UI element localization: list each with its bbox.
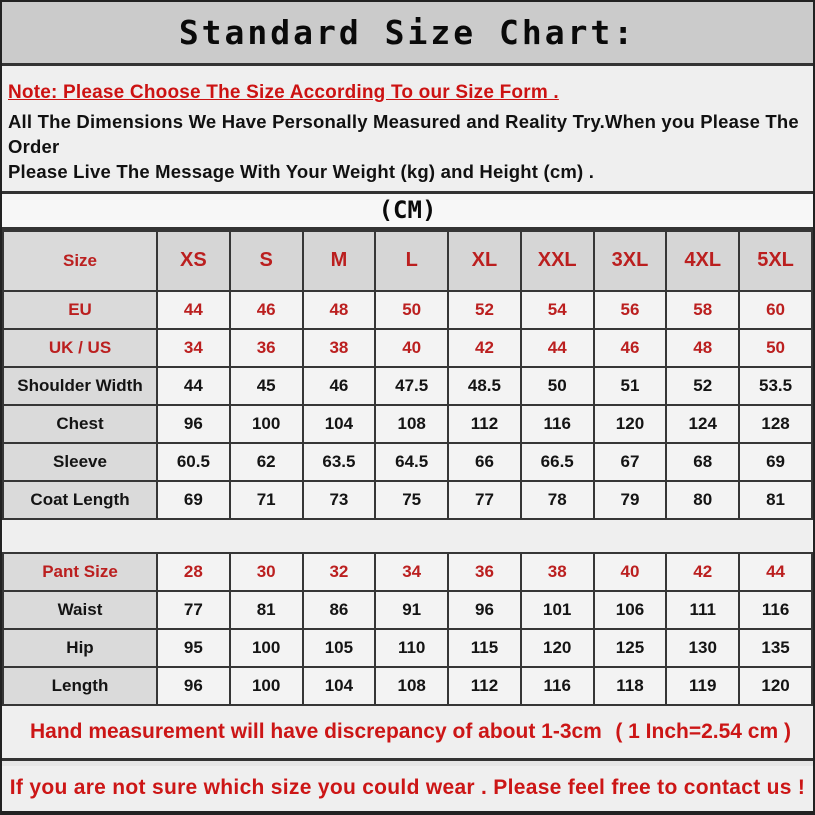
size-header-cell: S: [230, 231, 303, 291]
measurement-note-row: [2, 706, 813, 761]
unit-header: (CM): [2, 194, 813, 230]
note-line-2: All The Dimensions We Have Personally Measured and Reality Try.When you Please The Order: [8, 111, 799, 157]
value-cell: 104: [303, 405, 376, 443]
value-cell: 36: [230, 329, 303, 367]
value-cell: 46: [303, 367, 376, 405]
value-cell: 69: [739, 443, 812, 481]
value-cell: 124: [666, 405, 739, 443]
value-cell: 105: [303, 629, 376, 667]
value-cell: 130: [666, 629, 739, 667]
value-cell: 66: [448, 443, 521, 481]
row-label: Length: [3, 667, 157, 705]
value-cell: 30: [230, 553, 303, 591]
value-cell: 45: [230, 367, 303, 405]
value-cell: 75: [375, 481, 448, 519]
value-cell: 46: [594, 329, 667, 367]
value-cell: 44: [739, 553, 812, 591]
value-cell: 100: [230, 667, 303, 705]
page-title: Standard Size Chart:: [178, 13, 637, 52]
value-cell: 68: [666, 443, 739, 481]
value-cell: 44: [157, 367, 230, 405]
table-row: [3, 553, 812, 591]
value-cell: 58: [666, 291, 739, 329]
value-cell: 135: [739, 629, 812, 667]
value-cell: 42: [448, 329, 521, 367]
size-header-cell: XL: [448, 231, 521, 291]
value-cell: 42: [666, 553, 739, 591]
row-label: Shoulder Width: [3, 367, 157, 405]
note-box: [2, 66, 813, 194]
table-row: [3, 481, 812, 519]
value-cell: 52: [666, 367, 739, 405]
value-cell: 120: [521, 629, 594, 667]
spacer-row: [3, 519, 812, 553]
title-band: [2, 2, 813, 66]
row-label: Chest: [3, 405, 157, 443]
size-header-cell: 4XL: [666, 231, 739, 291]
value-cell: 44: [521, 329, 594, 367]
table-row: [3, 667, 812, 705]
size-header-cell: XS: [157, 231, 230, 291]
value-cell: 80: [666, 481, 739, 519]
value-cell: 116: [739, 591, 812, 629]
row-label: UK / US: [3, 329, 157, 367]
value-cell: 47.5: [375, 367, 448, 405]
value-cell: 77: [448, 481, 521, 519]
value-cell: 111: [666, 591, 739, 629]
value-cell: 128: [739, 405, 812, 443]
value-cell: 71: [230, 481, 303, 519]
measurement-note: Hand measurement will have discrepancy of about 1-3cm: [30, 719, 602, 743]
table-row: [3, 367, 812, 405]
value-cell: 44: [157, 291, 230, 329]
value-cell: 48: [666, 329, 739, 367]
value-cell: 96: [448, 591, 521, 629]
value-cell: 96: [157, 667, 230, 705]
value-cell: 104: [303, 667, 376, 705]
contact-note: If you are not sure which size you could wear . Please feel free to contact us !: [9, 776, 806, 800]
value-cell: 91: [375, 591, 448, 629]
value-cell: 36: [448, 553, 521, 591]
row-label: Coat Length: [3, 481, 157, 519]
size-header-row: [3, 231, 812, 291]
value-cell: 81: [739, 481, 812, 519]
size-header-cell: L: [375, 231, 448, 291]
value-cell: 63.5: [303, 443, 376, 481]
row-label: Pant Size: [3, 553, 157, 591]
value-cell: 120: [739, 667, 812, 705]
value-cell: 116: [521, 405, 594, 443]
value-cell: 48: [303, 291, 376, 329]
value-cell: 48.5: [448, 367, 521, 405]
value-cell: 112: [448, 667, 521, 705]
value-cell: 115: [448, 629, 521, 667]
value-cell: 66.5: [521, 443, 594, 481]
value-cell: 50: [739, 329, 812, 367]
table-row: [3, 329, 812, 367]
value-cell: 108: [375, 667, 448, 705]
size-table-body: [3, 291, 812, 705]
value-cell: 67: [594, 443, 667, 481]
value-cell: 79: [594, 481, 667, 519]
value-cell: 60.5: [157, 443, 230, 481]
value-cell: 101: [521, 591, 594, 629]
value-cell: 95: [157, 629, 230, 667]
size-header-cell: 3XL: [594, 231, 667, 291]
value-cell: 100: [230, 629, 303, 667]
value-cell: 50: [375, 291, 448, 329]
row-label: Waist: [3, 591, 157, 629]
value-cell: 32: [303, 553, 376, 591]
value-cell: 34: [375, 553, 448, 591]
size-column-header: Size: [3, 231, 157, 291]
table-row: [3, 629, 812, 667]
value-cell: 38: [303, 329, 376, 367]
value-cell: 81: [230, 591, 303, 629]
value-cell: 28: [157, 553, 230, 591]
value-cell: 54: [521, 291, 594, 329]
table-row: [3, 291, 812, 329]
value-cell: 112: [448, 405, 521, 443]
value-cell: 62: [230, 443, 303, 481]
table-row: [3, 443, 812, 481]
value-cell: 119: [666, 667, 739, 705]
note-line-3: Please Live The Message With Your Weight (kg) and Height (cm) .: [8, 160, 595, 182]
value-cell: 53.5: [739, 367, 812, 405]
row-label: EU: [3, 291, 157, 329]
value-cell: 77: [157, 591, 230, 629]
inch-conversion-note: ( 1 Inch=2.54 cm ): [615, 719, 791, 743]
value-cell: 73: [303, 481, 376, 519]
table-row: [3, 405, 812, 443]
value-cell: 64.5: [375, 443, 448, 481]
spacer-cell: [3, 519, 812, 553]
note-headline: Note: Please Choose The Size According To our Size Form .: [8, 82, 559, 103]
value-cell: 125: [594, 629, 667, 667]
value-cell: 51: [594, 367, 667, 405]
value-cell: 50: [521, 367, 594, 405]
size-table: [2, 230, 813, 706]
value-cell: 106: [594, 591, 667, 629]
value-cell: 116: [521, 667, 594, 705]
size-header-cell: 5XL: [739, 231, 812, 291]
value-cell: 40: [594, 553, 667, 591]
contact-note-row: [2, 766, 813, 813]
value-cell: 40: [375, 329, 448, 367]
row-label: Sleeve: [3, 443, 157, 481]
value-cell: 56: [594, 291, 667, 329]
value-cell: 60: [739, 291, 812, 329]
table-row: [3, 591, 812, 629]
value-cell: 118: [594, 667, 667, 705]
value-cell: 78: [521, 481, 594, 519]
value-cell: 120: [594, 405, 667, 443]
value-cell: 52: [448, 291, 521, 329]
value-cell: 38: [521, 553, 594, 591]
value-cell: 108: [375, 405, 448, 443]
size-header-cell: M: [303, 231, 376, 291]
row-label: Hip: [3, 629, 157, 667]
value-cell: 110: [375, 629, 448, 667]
value-cell: 86: [303, 591, 376, 629]
value-cell: 100: [230, 405, 303, 443]
value-cell: 96: [157, 405, 230, 443]
value-cell: 69: [157, 481, 230, 519]
size-header-cell: XXL: [521, 231, 594, 291]
value-cell: 46: [230, 291, 303, 329]
value-cell: 34: [157, 329, 230, 367]
